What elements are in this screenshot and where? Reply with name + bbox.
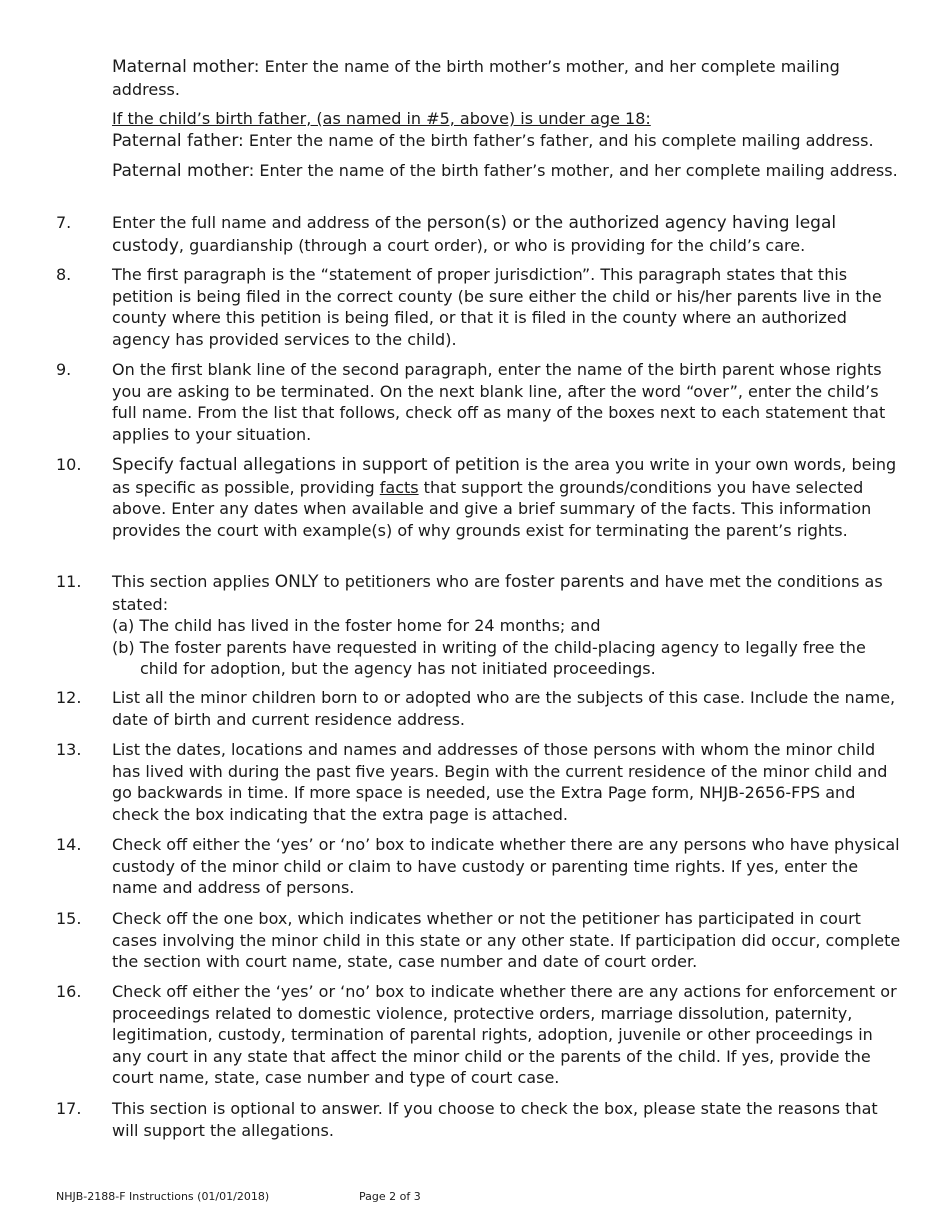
item-number: 17. (56, 1099, 82, 1118)
item-text: Check off the one box, which indicates whether or not the petitioner has participated in court cases involving the minor child in this state or any other state. If participation did occur, complete the section with court name, state, case number and date of court order. (112, 909, 901, 971)
custody-emphasis: person(s) or the authorized agency having legal custody (112, 213, 837, 256)
item-number: 15. (56, 909, 82, 928)
paternal-section (112, 108, 902, 152)
item-text-pre: This section applies (112, 572, 270, 591)
item-text: This section is optional to answer. If you choose to check the box, please state the reasons that will support the allegations. (112, 1099, 878, 1140)
item-text-mid: is the area you write in your own words, being as specific as possible, providing (112, 455, 897, 497)
father-condition-heading: If the child’s birth father, (as named in #5, above) is under age 18: (112, 109, 651, 128)
item-number: 9. (56, 360, 72, 379)
foster-parents-emphasis: foster parents (505, 572, 625, 592)
condition-b: (b) The foster parents have requested in writing of the child-placing agency to legally free the child for adoption, but the agency has not initiated proceedings. (112, 637, 866, 678)
maternal-mother-text: Enter the name of the birth mother’s mother, and her complete mailing address. (112, 57, 840, 99)
maternal-mother-label: Maternal mother: (112, 57, 260, 77)
item-text (112, 571, 902, 680)
only-emphasis: ONLY (274, 572, 319, 592)
item-text (112, 454, 902, 541)
allegations-emphasis: Specify factual allegations in support of petition (112, 455, 520, 475)
item-number: 11. (56, 572, 82, 591)
item-text: Check off either the ‘yes’ or ‘no’ box to indicate whether there are any actions for enforcement or proceedings related to domestic violence, protective orders, marriage dissolution, paternity, legitimation, custody, termination of parental rights, adoption, juvenile or other proceedings in any court in any state that affect the minor child or the parents of the child. If yes, provide the court name, state, case number and type of court case. (112, 982, 897, 1087)
paternal-mother-label: Paternal mother: (112, 161, 255, 181)
footer-form-id: NHJB-2188-F Instructions (01/01/2018) (56, 1190, 270, 1203)
footer-page-number: Page 2 of 3 (359, 1190, 421, 1203)
item-number: 7. (56, 213, 72, 232)
item-number: 13. (56, 740, 82, 759)
item-text (112, 212, 902, 257)
item-text: On the first blank line of the second paragraph, enter the name of the birth parent whose rights you are asking to be terminated. On the next blank line, after the word “over”, enter the child’s full name. From the list that follows, check off as many of the boxes next to each statement that applies to your situation. (112, 360, 886, 444)
item-text-post: and have met the conditions as stated: (112, 572, 883, 614)
item-text: Check off either the ‘yes’ or ‘no’ box to indicate whether there are any persons who have physical custody of the minor child or claim to have custody or parenting time rights. If yes, enter the name and address of persons. (112, 835, 900, 897)
item-text: The first paragraph is the “statement of proper jurisdiction”. This paragraph states that this petition is being filed in the correct county (be sure either the child or his/her parents live in the county where this petition is being filed, or that it is filed in the county where an authorized agency has provided services to the child). (112, 265, 882, 349)
paternal-mother-paragraph (112, 160, 902, 183)
item-text: List the dates, locations and names and addresses of those persons with whom the minor child has lived with during the past five years. Begin with the current residence of the minor child and go backwards in time. If more space is needed, use the Extra Page form, NHJB-2656-FPS and check the box indicating that the extra page is attached. (112, 740, 888, 824)
item-text-mid: to petitioners who are (323, 572, 500, 591)
item-number: 12. (56, 688, 82, 707)
paternal-mother-text: Enter the name of the birth father’s mother, and her complete mailing address. (259, 161, 898, 180)
item-number: 10. (56, 455, 82, 474)
paternal-father-text: Enter the name of the birth father’s father, and his complete mailing address. (248, 130, 874, 150)
item-text: List all the minor children born to or adopted who are the subjects of this case. Include the name, date of birth and current residence address. (112, 688, 896, 729)
item-number: 8. (56, 265, 72, 284)
facts-underlined: facts (379, 477, 419, 497)
paternal-father-label: Paternal father: (112, 130, 244, 151)
maternal-mother-paragraph (112, 56, 902, 100)
item-text-post: , guardianship (through a court order), or who is providing for the child’s care. (178, 235, 806, 255)
item-number: 14. (56, 835, 82, 854)
item-number: 16. (56, 982, 82, 1001)
condition-a: (a) The child has lived in the foster home for 24 months; and (112, 616, 601, 635)
item-text-pre: Enter the full name and address of the (112, 213, 422, 232)
item-text-post: that support the grounds/conditions you have selected above. Enter any dates when available and give a brief summary of the facts. This information provides the court with example(s) of why grounds exist for terminating the parent’s rights. (112, 477, 872, 540)
